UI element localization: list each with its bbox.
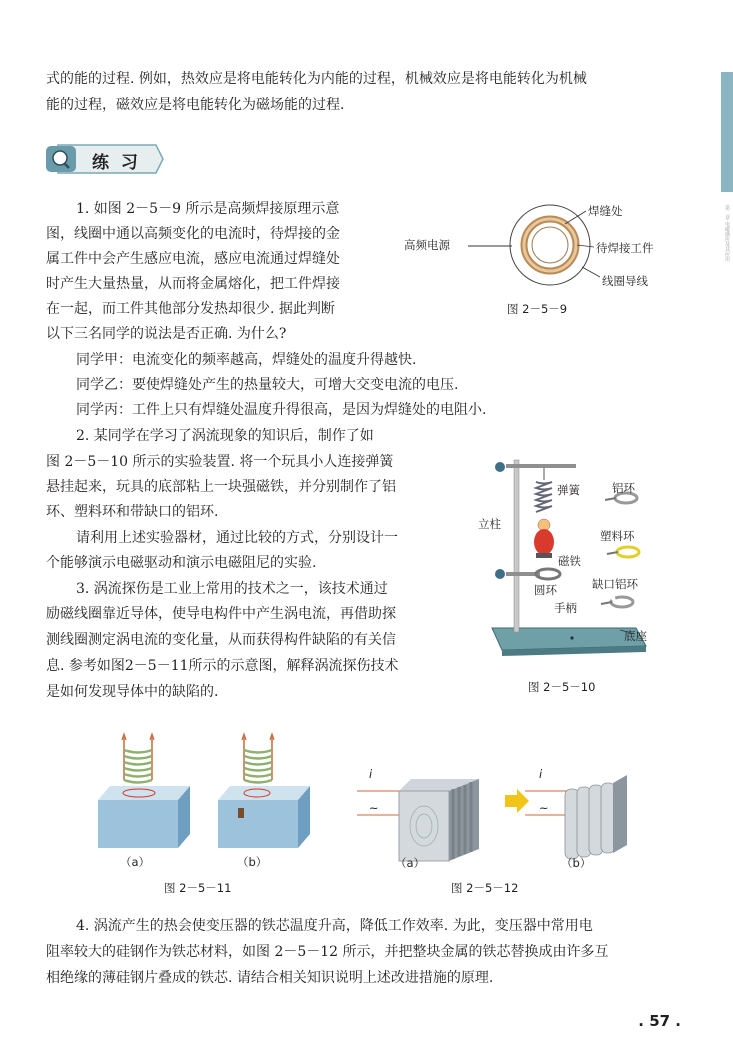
page-number: . 57 . bbox=[638, 1012, 681, 1030]
figure-2-5-10 bbox=[470, 450, 685, 700]
figure-2-5-11-sub-b: （b） bbox=[237, 855, 268, 869]
exercise-header bbox=[44, 143, 164, 175]
q2-line-6: 个能够演示电磁驱动和演示电磁阻尼的实验. bbox=[46, 555, 317, 571]
current-label-a: i bbox=[369, 767, 373, 781]
intro-line-1: 式的能的过程. 例如，热效应是将电能转化为内能的过程，机械效应是将电能转化为机械 bbox=[46, 71, 587, 87]
q1-line-3: 属工件中会产生感应电流，感应电流通过焊缝处 bbox=[46, 251, 340, 267]
eddy-testing-diagram bbox=[92, 730, 332, 850]
q1-line-1: 1. 如图 2－5－9 所示是高频焊接原理示意 bbox=[76, 201, 340, 217]
q1-line-4: 时产生大量热量，从而将金属熔化，把工件焊接 bbox=[46, 276, 340, 292]
q3-line-4: 息. 参考如图2－5－11所示的示意图，解释涡流探伤技术 bbox=[46, 658, 399, 674]
q1-option-b: 同学乙：要使焊缝处产生的热量较大，可增大交变电流的电压. bbox=[76, 377, 459, 393]
current-label-b: i bbox=[539, 767, 543, 781]
chapter-tab-bar bbox=[721, 72, 733, 192]
figure-2-5-11 bbox=[92, 730, 332, 900]
transformer-core-diagram bbox=[355, 755, 655, 865]
q3-line-5: 是如何发现导体中的缺陷的. bbox=[46, 684, 219, 700]
q1-line-5: 在一起，而工件其他部分发热却很少. 据此判断 bbox=[46, 301, 335, 317]
label-base: 底座 bbox=[624, 629, 647, 643]
figure-2-5-12-sub-a: （a） bbox=[395, 856, 426, 870]
q2-line-3: 悬挂起来，玩具的底部粘上一块强磁铁，并分别制作了铝 bbox=[46, 479, 396, 495]
exercise-title: 练 习 bbox=[92, 153, 141, 173]
intro-line-2: 能的过程，磁效应是将电能转化为磁场能的过程. bbox=[46, 97, 345, 113]
label-stand: 立柱 bbox=[478, 517, 501, 531]
figure-2-5-12 bbox=[355, 755, 655, 900]
q2-line-5: 请利用上述实验器材，通过比较的方式，分别设计一 bbox=[76, 530, 398, 546]
q4-line-3: 相绝缘的薄硅钢片叠成的铁芯. 请结合相关知识说明上述改进措施的原理. bbox=[46, 970, 494, 986]
label-magnet: 磁铁 bbox=[558, 554, 581, 568]
figure-2-5-10-caption: 图 2－5－10 bbox=[528, 680, 596, 694]
q2-line-2: 图 2－5－10 所示的实验装置. 将一个玩具小人连接弹簧 bbox=[46, 454, 394, 470]
label-aluminum-ring: 铝环 bbox=[612, 481, 635, 495]
label-seam: 焊缝处 bbox=[588, 204, 623, 218]
q4-line-2: 阻率较大的硅钢作为铁芯材料，如图 2－5－12 所示，并把整块金属的铁芯替换成由许多互 bbox=[46, 944, 609, 960]
q4-line-1: 4. 涡流产生的热会使变压器的铁芯温度升高，降低工作效率. 为此，变压器中常用电 bbox=[76, 918, 593, 934]
figure-2-5-12-caption: 图 2－5－12 bbox=[451, 881, 519, 895]
label-workpiece: 待焊接工件 bbox=[596, 241, 654, 255]
q3-line-3: 测线圈测定涡电流的变化量，从而获得构件缺陷的有关信 bbox=[46, 632, 396, 648]
label-ring: 圆环 bbox=[534, 583, 557, 597]
q1-option-a: 同学甲：电流变化的频率越高，焊缝处的温度升得越快. bbox=[76, 352, 417, 368]
side-chapter-text: 第二章 电磁感应及其应用 bbox=[724, 205, 730, 262]
q1-line-2: 图，线圈中通以高频变化的电流时，待焊接的金 bbox=[46, 226, 340, 242]
ac-symbol-a: ~ bbox=[369, 801, 379, 815]
label-plastic-ring: 塑料环 bbox=[600, 529, 635, 543]
label-handle: 手柄 bbox=[554, 601, 577, 615]
figure-2-5-9-caption: 图 2－5－9 bbox=[507, 302, 568, 316]
q3-line-1: 3. 涡流探伤是工业上常用的技术之一，该技术通过 bbox=[76, 581, 388, 597]
label-coil-wire: 线圈导线 bbox=[602, 274, 648, 288]
ac-symbol-b: ~ bbox=[539, 801, 549, 815]
q3-line-2: 励磁线圈靠近导体，使导电构件中产生涡电流，再借助探 bbox=[46, 606, 396, 622]
figure-2-5-12-sub-b: （b） bbox=[561, 856, 592, 870]
label-gap-ring: 缺口铝环 bbox=[592, 577, 638, 591]
figure-2-5-11-caption: 图 2－5－11 bbox=[164, 881, 232, 895]
q2-line-1: 2. 某同学在学习了涡流现象的知识后，制作了如 bbox=[76, 428, 374, 444]
q2-line-4: 环、塑料环和带缺口的铝环. bbox=[46, 504, 219, 520]
label-spring: 弹簧 bbox=[557, 483, 580, 497]
label-power-source: 高频电源 bbox=[404, 238, 450, 252]
q1-line-6: 以下三名同学的说法是否正确. 为什么? bbox=[46, 326, 287, 342]
figure-2-5-9 bbox=[400, 197, 690, 322]
q1-option-c: 同学丙：工件上只有焊缝处温度升得很高，是因为焊缝处的电阻小. bbox=[76, 402, 487, 418]
figure-2-5-11-sub-a: （a） bbox=[120, 855, 151, 869]
